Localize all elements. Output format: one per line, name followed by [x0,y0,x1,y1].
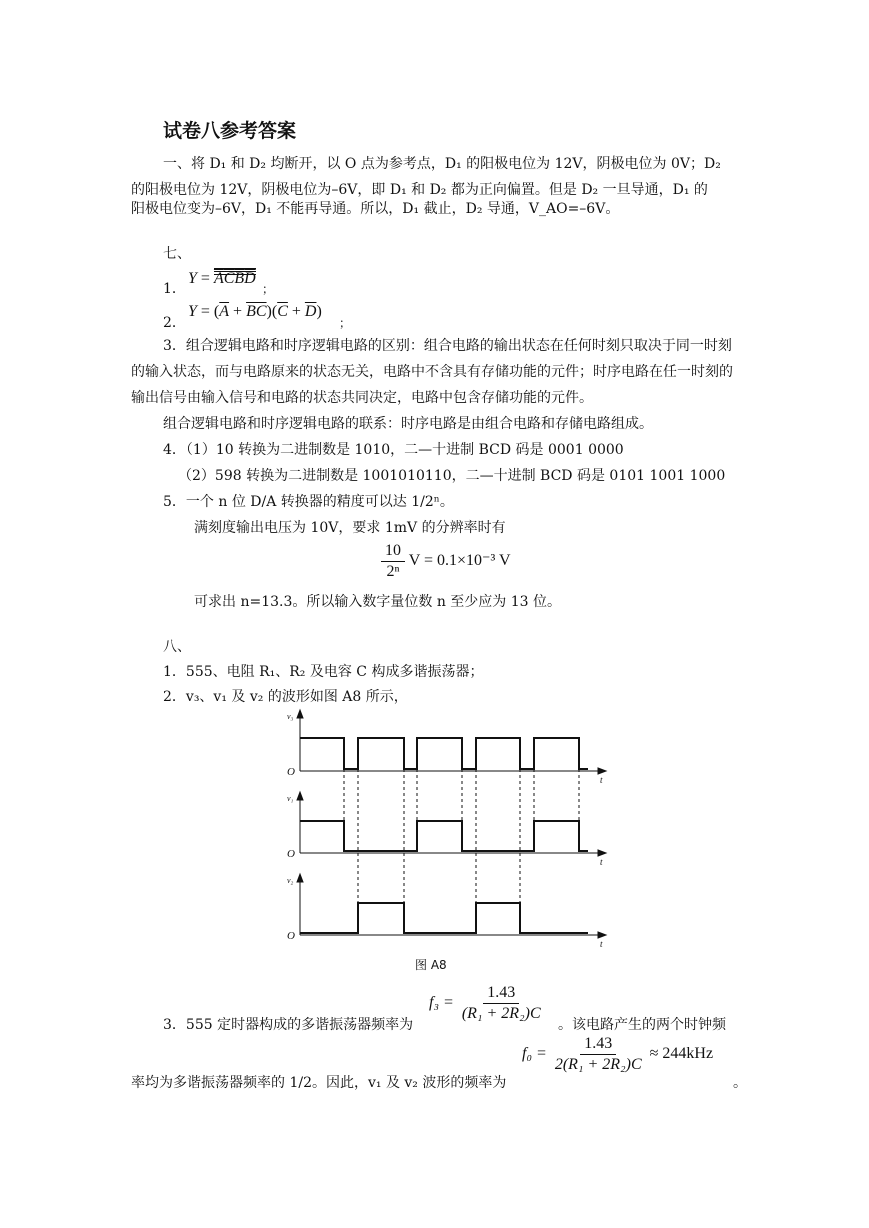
t-label: t [600,939,603,949]
sec7-item5c: 可求出 n=13.3。所以输入数字量位数 n 至少应为 13 位。 [194,594,561,610]
sec7-item1-num: 1． [163,281,186,297]
sec8-heading: 八、 [163,639,191,655]
sec7-equation [381,541,511,582]
sec7-item2-tail: ； [339,316,352,330]
sec7-item4b: （2）598 转换为二进制数是 1001010110，二—十进制 BCD 码是 0101 1001 1000 [178,468,726,484]
origin-label: O [287,766,295,778]
v2-waveform [300,903,588,933]
sec7-item2-num: 2． [163,315,186,331]
sec7-item4a: 4．（1）10 转换为二进制数是 1010，二—十进制 BCD 码是 0001 0000 [163,442,624,458]
eq-rhs: V = 0.1×10⁻³ V [408,552,511,570]
sec7-item1-tail: ； [262,282,275,296]
figure-caption: 图 A8 [415,958,447,972]
sec7-heading: 七、 [163,246,191,262]
f3-numerator: 1.43 [483,983,519,1004]
sec7-item3b: 组合逻辑电路和时序逻辑电路的联系：时序电路是由组合电路和存储电路组成。 [163,416,653,432]
sec7-item2-expr: $Y = (\overline{A} + \overline{BC})(\overline{C} + \overline{D})$ [188,303,322,320]
sec8-item3-post: 。该电路产生的两个时钟频 [558,1017,726,1033]
t-label: t [600,857,603,867]
sec7-item1-expr: Y = $\overline{A}\overline{C}\overline{B}\overline{D}$ [188,270,256,287]
sec1-line2: 的阳极电位为 12V，阴极电位为–6V，即 D₁ 和 D₂ 都为正向偏置。但是 D₂ 一旦导通，D₁ 的 [131,182,708,198]
page-title: 试卷八参考答案 [163,120,297,142]
sec7-item3: 3．组合逻辑电路和时序逻辑电路的区别：组合电路的输出状态在任何时刻只取决于同一时刻的输入状态，而与电路原来的状态无关，电路中不含具有存储功能的元件；时序电路在任一时刻的输出信号由输入信号和电路的状态共同决定，电路中包含存储功能的元件。 [131,338,733,406]
f3-denominator: (R₁ + 2R₂)C [461,1005,541,1022]
sec1-line1: 一、将 D₁ 和 D₂ 均断开，以 O 点为参考点，D₁ 的阳极电位为 12V，阴极电位为 0V；D₂ [163,156,721,172]
sec8-item3-line2: 率均为多谐振荡器频率的 1/2。因此，v₁ 及 v₂ 波形的频率为 [131,1075,507,1091]
f0-rhs: ≈ 244kHz [649,1045,714,1063]
waveform-figure [280,705,615,955]
f0-lhs: f₀ = [522,1045,547,1063]
origin-label: O [287,848,295,860]
v1-waveform [300,821,588,851]
v3-label: v₃ [287,712,294,721]
origin-label: O [287,930,295,942]
sec7-item5b: 满刻度输出电压为 10V，要求 1mV 的分辨率时有 [194,520,506,536]
f3-formula [429,983,545,1024]
v1-label: v₁ [287,794,294,803]
eq-denominator: 2ⁿ [386,563,400,580]
t-label: t [600,775,603,785]
v3-axis-arrow [297,710,303,718]
end-mark: 。 [733,1075,747,1091]
f0-formula [522,1034,713,1075]
sec7-item5a: 5．一个 n 位 D/A 转换器的精度可以达 1/2ⁿ。 [163,494,454,510]
f0-denominator: 2(R₁ + 2R₂)C [554,1056,642,1073]
eq-numerator: 10 [381,541,405,562]
v3-waveform [300,738,588,769]
v2-label: v₂ [287,876,294,885]
sec8-item3-pre: 3．555 定时器构成的多谐振荡器频率为 [163,1017,414,1033]
f0-numerator: 1.43 [580,1034,616,1055]
f3-lhs: f₃ = [429,994,454,1012]
sec8-item2: 2．v₃、v₁ 及 v₂ 的波形如图 A8 所示， [163,689,408,705]
sec8-item1: 1．555、电阻 R₁、R₂ 及电容 C 构成多谐振荡器； [163,664,484,680]
sec1-line3: 阳极电位变为–6V，D₁ 不能再导通。所以，D₁ 截止，D₂ 导通，V_AO=–6V。 [131,201,620,217]
